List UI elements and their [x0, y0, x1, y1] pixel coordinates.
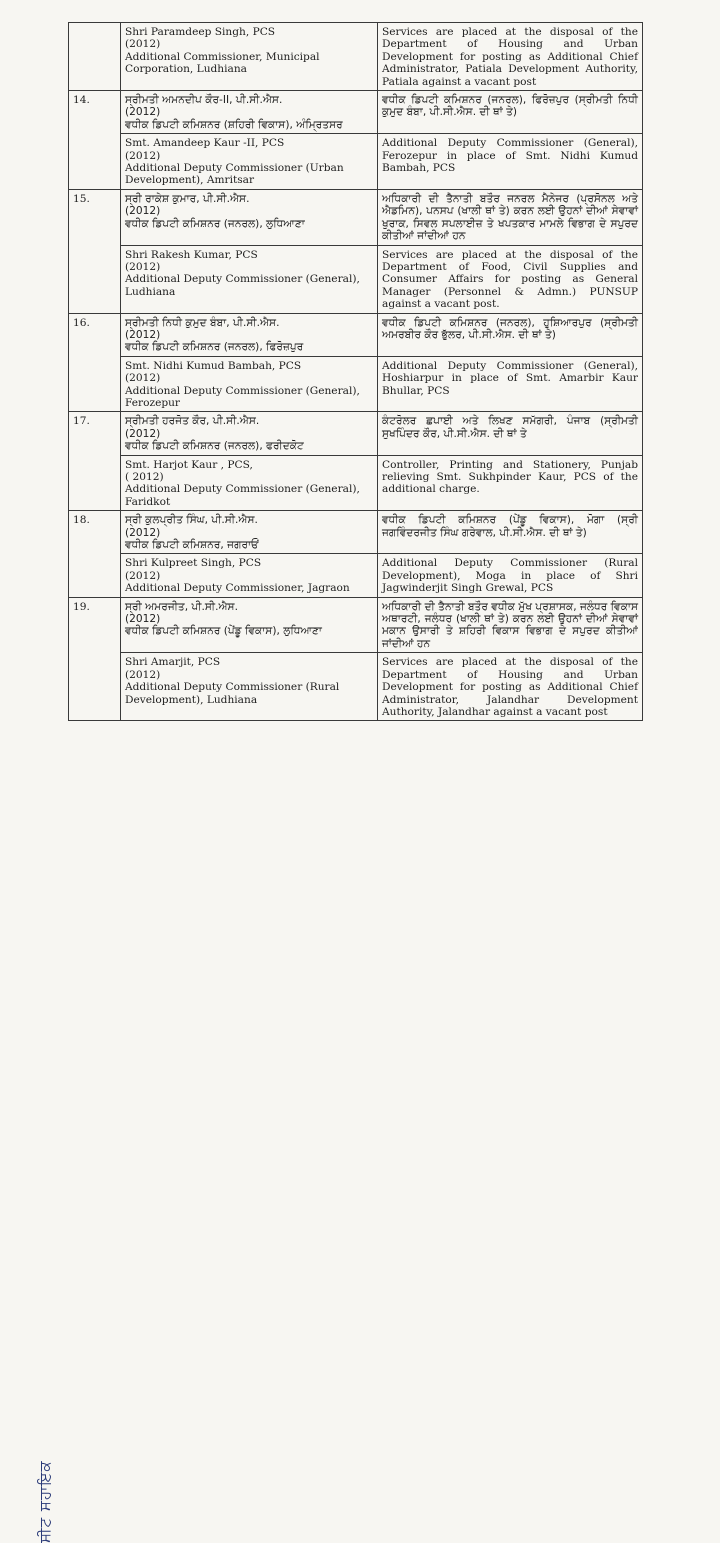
document-page — [68, 22, 642, 721]
serial-number: 17. — [69, 412, 121, 511]
posting-english: Additional Deputy Commissioner (General), Ferozepur in place of Smt. Nidhi Kumud Bambah, PCS — [378, 134, 643, 190]
officer-name-english: Shri Rakesh Kumar, PCS (2012) Additional Deputy Commissioner (General), Ludhiana — [121, 245, 378, 313]
entry-row-punjabi — [69, 412, 643, 455]
serial-number — [69, 23, 121, 91]
entry-row-english — [69, 134, 643, 190]
posting-english: Services are placed at the disposal of the Department of Food, Civil Supplies and Consumer Affairs for posting as General Manager (Personnel & Admn.) PUNSUP against a vacant post. — [378, 245, 643, 313]
serial-number: 14. — [69, 91, 121, 190]
posting-english: Services are placed at the disposal of the Department of Housing and Urban Development for posting as Additional Chief Administrator, Patiala Development Authority, Patiala against a vacant post — [378, 23, 643, 91]
entry-row-english — [69, 653, 643, 721]
entry-row-english — [69, 23, 643, 91]
entry-row-punjabi — [69, 91, 643, 134]
posting-english: Controller, Printing and Stationery, Punjab relieving Smt. Sukhpinder Kaur, PCS of the additional charge. — [378, 455, 643, 511]
posting-punjabi: ਵਧੀਕ ਡਿਪਟੀ ਕਮਿਸ਼ਨਰ (ਜਨਰਲ), ਹੁਸ਼ਿਆਰਪੁਰ (ਸ੍ਰੀਮਤੀ ਅਮਰਬੀਰ ਕੌਰ ਭੁੱਲਰ, ਪੀ.ਸੀ.ਐਸ. ਦੀ ਥਾਂ ਤੇ) — [378, 313, 643, 356]
entry-row-english — [69, 554, 643, 597]
serial-number: 19. — [69, 597, 121, 721]
posting-english: Additional Deputy Commissioner (Rural Development), Moga in place of Shri Jagwinderjit Singh Grewal, PCS — [378, 554, 643, 597]
serial-number: 18. — [69, 511, 121, 597]
entry-row-english — [69, 245, 643, 313]
posting-punjabi: ਕੰਟਰੋਲਰ ਛਪਾਈ ਅਤੇ ਲਿਖਣ ਸਮੱਗਰੀ, ਪੰਜਾਬ (ਸ੍ਰੀਮਤੀ ਸੁਖਪਿੰਦਰ ਕੌਰ, ਪੀ.ਸੀ.ਐਸ. ਦੀ ਥਾਂ ਤੇ — [378, 412, 643, 455]
entry-row-english — [69, 356, 643, 412]
officer-name-english: Shri Amarjit, PCS (2012) Additional Deputy Commissioner (Rural Development), Ludhiana — [121, 653, 378, 721]
entry-row-english — [69, 455, 643, 511]
serial-number: 15. — [69, 189, 121, 313]
handwritten-stamp — [20, 815, 54, 1543]
stamp-text: ਸੀਟ ਸਹਾਇਕ — [36, 1460, 54, 1543]
officer-name-english: Smt. Amandeep Kaur -II, PCS (2012) Additional Deputy Commissioner (Urban Development), Amritsar — [121, 134, 378, 190]
entry-row-punjabi — [69, 511, 643, 554]
officer-name-punjabi: ਸ੍ਰੀਮਤੀ ਹਰਜੋਤ ਕੌਰ, ਪੀ.ਸੀ.ਐਸ. (2012) ਵਧੀਕ ਡਿਪਟੀ ਕਮਿਸ਼ਨਰ (ਜਨਰਲ), ਫਰੀਦਕੋਟ — [121, 412, 378, 455]
officer-name-english: Shri Paramdeep Singh, PCS (2012) Additional Commissioner, Municipal Corporation, Ludhiana — [121, 23, 378, 91]
posting-english: Services are placed at the disposal of the Department of Housing and Urban Development for posting as Additional Chief Administrator, Jalandhar Development Authority, Jalandhar against a vacant post — [378, 653, 643, 721]
officer-name-english: Smt. Harjot Kaur , PCS, ( 2012) Additional Deputy Commissioner (General), Faridkot — [121, 455, 378, 511]
entry-row-punjabi — [69, 597, 643, 653]
officer-name-english: Shri Kulpreet Singh, PCS (2012) Additional Deputy Commissioner, Jagraon — [121, 554, 378, 597]
entry-row-punjabi — [69, 189, 643, 245]
officer-name-punjabi: ਸ੍ਰੀਮਤੀ ਨਿਧੀ ਕੁਮੁਦ ਬੰਬਾ, ਪੀ.ਸੀ.ਐਸ. (2012) ਵਧੀਕ ਡਿਪਟੀ ਕਮਿਸ਼ਨਰ (ਜਨਰਲ), ਫਿਰੋਜ਼ਪੁਰ — [121, 313, 378, 356]
officer-name-punjabi: ਸ੍ਰੀ ਕੁਲਪ੍ਰੀਤ ਸਿੰਘ, ਪੀ.ਸੀ.ਐਸ. (2012) ਵਧੀਕ ਡਿਪਟੀ ਕਮਿਸ਼ਨਰ, ਜਗਰਾਓਂ — [121, 511, 378, 554]
officer-name-punjabi: ਸ੍ਰੀਮਤੀ ਅਮਨਦੀਪ ਕੌਰ-II, ਪੀ.ਸੀ.ਐਸ. (2012) ਵਧੀਕ ਡਿਪਟੀ ਕਮਿਸ਼ਨਰ (ਸ਼ਹਿਰੀ ਵਿਕਾਸ), ਅੰਮ੍ਰਿਤਸਰ — [121, 91, 378, 134]
officer-name-punjabi: ਸ੍ਰੀ ਅਮਰਜੀਤ, ਪੀ.ਸੀ.ਐਸ. (2012) ਵਧੀਕ ਡਿਪਟੀ ਕਮਿਸ਼ਨਰ (ਪੇਂਡੂ ਵਿਕਾਸ), ਲੁਧਿਆਣਾ — [121, 597, 378, 653]
posting-punjabi: ਅਧਿਕਾਰੀ ਦੀ ਤੈਨਾਤੀ ਬਤੌਰ ਵਧੀਕ ਮੁੱਖ ਪ੍ਰਸ਼ਾਸਕ, ਜਲੰਧਰ ਵਿਕਾਸ ਅਥਾਰਟੀ, ਜਲੰਧਰ (ਖਾਲੀ ਥਾਂ ਤੇ) ਕਰਨ ਲਈ ਉਹਨਾਂ ਦੀਆਂ ਸੇਵਾਵਾਂ ਮਕਾਨ ਉਸਾਰੀ ਤੇ ਸ਼ਹਿਰੀ ਵਿਕਾਸ ਵਿਭਾਗ ਦੇ ਸਪੁਰਦ ਕੀਤੀਆਂ ਜਾਂਦੀਆਂ ਹਨ — [378, 597, 643, 653]
transfer-orders-table — [68, 22, 643, 721]
officer-name-english: Smt. Nidhi Kumud Bambah, PCS (2012) Additional Deputy Commissioner (General), Ferozepur — [121, 356, 378, 412]
entry-row-punjabi — [69, 313, 643, 356]
posting-punjabi: ਵਧੀਕ ਡਿਪਟੀ ਕਮਿਸ਼ਨਰ (ਜਨਰਲ), ਫਿਰੋਜ਼ਪੁਰ (ਸ੍ਰੀਮਤੀ ਨਿਧੀ ਕੁਮੁਦ ਬੰਬਾ, ਪੀ.ਸੀ.ਐਸ. ਦੀ ਥਾਂ ਤੇ) — [378, 91, 643, 134]
posting-punjabi: ਵਧੀਕ ਡਿਪਟੀ ਕਮਿਸ਼ਨਰ (ਪੇਂਡੂ ਵਿਕਾਸ), ਮੋਗਾ (ਸ੍ਰੀ ਜਗਵਿੰਦਰਜੀਤ ਸਿੰਘ ਗਰੇਵਾਲ, ਪੀ.ਸੀ.ਐਸ. ਦੀ ਥਾਂ ਤੇ) — [378, 511, 643, 554]
officer-name-punjabi: ਸ੍ਰੀ ਰਾਕੇਸ਼ ਕੁਮਾਰ, ਪੀ.ਸੀ.ਐਸ. (2012) ਵਧੀਕ ਡਿਪਟੀ ਕਮਿਸ਼ਨਰ (ਜਨਰਲ), ਲੁਧਿਆਣਾ — [121, 189, 378, 245]
serial-number: 16. — [69, 313, 121, 412]
posting-punjabi: ਅਧਿਕਾਰੀ ਦੀ ਤੈਨਾਤੀ ਬਤੌਰ ਜਨਰਲ ਮੈਨੇਜਰ (ਪ੍ਰਸੋਨਲ ਅਤੇ ਐਡਮਿਨ), ਪਨਸਪ (ਖਾਲੀ ਥਾਂ ਤੇ) ਕਰਨ ਲਈ ਉਹਨਾਂ ਦੀਆਂ ਸੇਵਾਵਾਂ ਖੁਰਾਕ, ਸਿਵਲ ਸਪਲਾਈਜ਼ ਤੇ ਖਪਤਕਾਰ ਮਾਮਲੇ ਵਿਭਾਗ ਦੇ ਸਪੁਰਦ ਕੀਤੀਆਂ ਜਾਂਦੀਆਂ ਹਨ — [378, 189, 643, 245]
posting-english: Additional Deputy Commissioner (General), Hoshiarpur in place of Smt. Amarbir Kaur Bhullar, PCS — [378, 356, 643, 412]
